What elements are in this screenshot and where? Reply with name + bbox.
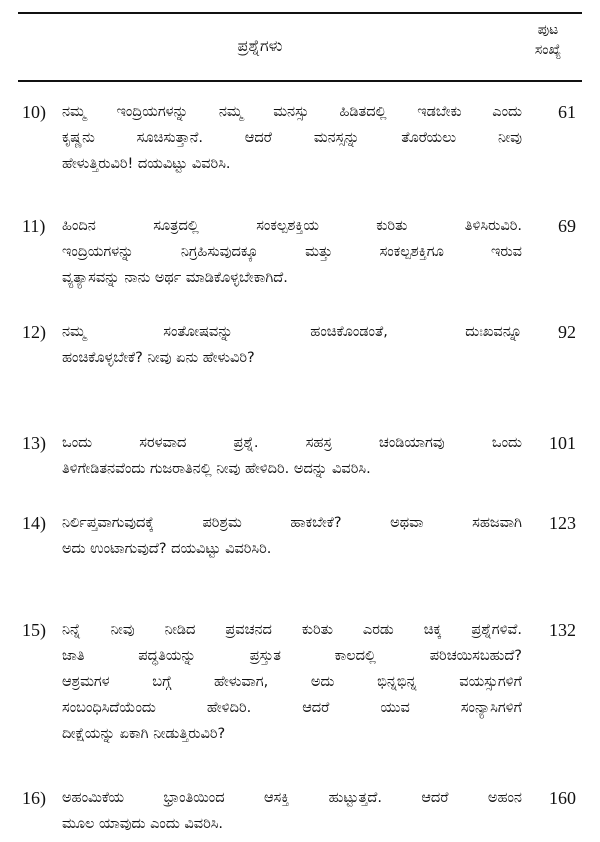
question-text-line: ಹೇಳುತ್ತಿರುವಿರಿ! ದಯವಿಟ್ಟು ವಿವರಿಸಿ. (62, 156, 231, 172)
question-text-line: ಹಂಚಿಕೊಳ್ಳಬೇಕೆ? ನೀವು ಏನು ಹೇಳುವಿರಿ? (62, 350, 255, 366)
question-text-line: ಮೂಲ ಯಾವುದು ಎಂದು ವಿವರಿಸಿ. (62, 816, 224, 832)
question-text-line: ಜಾತಿ ಪದ್ಧತಿಯನ್ನು ಪ್ರಸ್ತುತ ಕಾಲದಲ್ಲಿ ಪರಿಚಯಿಸಬಹುದೆ? (62, 648, 522, 664)
question-text (62, 319, 522, 371)
questions-column-header: ಪ್ರಶ್ನೆಗಳು (237, 36, 283, 55)
question-text-line: ನಿನ್ನೆ ನೀವು ನೀಡಿದ ಪ್ರವಚನದ ಕುರಿತು ಎರಡು ಚಿಕ್ಕ ಪ್ರಶ್ನೆಗಳಿವೆ. (62, 622, 522, 638)
page-header-line2: ಸಂಖ್ಯೆ (534, 42, 562, 58)
question-text (62, 99, 522, 177)
question-text-line: ಒಂದು ಸರಳವಾದ ಪ್ರಶ್ನೆ. ಸಹಸ್ರ ಚಂಡಿಯಾಗವು ಒಂದು (62, 435, 522, 451)
question-text (62, 785, 522, 837)
question-text-line: ಆಶ್ರಮಗಳ ಬಗ್ಗೆ ಹೇಳುವಾಗ, ಅದು ಭಿನ್ನಭಿನ್ನ ವಯಸ್ಸುಗಳಿಗೆ (62, 674, 522, 690)
question-text-line: ಅಹಂಮಿಕೆಯ ಭ್ರಾಂತಿಯಿಂದ ಆಸಕ್ತಿ ಹುಟ್ಟುತ್ತದೆ. ಆದರೆ ಅಹಂನ (62, 790, 522, 806)
question-text-line: ಅದು ಉಂಟಾಗುವುದೆ? ದಯವಿಟ್ಟು ವಿವರಿಸಿರಿ. (62, 541, 272, 557)
top-rule (18, 12, 582, 14)
page-number: 123 (549, 513, 576, 533)
page-number: 160 (549, 788, 576, 808)
question-number: 15) (22, 620, 46, 640)
question-text-line: ಸಂಬಂಧಿಸಿದೆಯೆಂದು ಹೇಳಿದಿರಿ. ಆದರೆ ಯುವ ಸಂನ್ಯಾಸಿಗಳಿಗೆ (62, 700, 522, 716)
question-text-line: ತಿಳಿಗೇಡಿತನವೆಂದು ಗುಜರಾತಿನಲ್ಲಿ ನೀವು ಹೇಳಿದಿರಿ. ಅದನ್ನು ವಿವರಿಸಿ. (62, 461, 371, 477)
question-text-line: ನಿರ್ಲಿಪ್ತವಾಗುವುದಕ್ಕೆ ಪರಿಶ್ರಮ ಹಾಕಬೇಕೆ? ಅಥವಾ ಸಹಜವಾಗಿ (62, 515, 522, 531)
question-number: 12) (22, 322, 46, 342)
question-number: 14) (22, 513, 46, 533)
question-text-line: ವ್ಯತ್ಯಾಸವನ್ನು ನಾನು ಅರ್ಥ ಮಾಡಿಕೊಳ್ಳಬೇಕಾಗಿದೆ. (62, 270, 288, 286)
question-text (62, 510, 522, 562)
page-number: 61 (558, 102, 576, 122)
question-text-line: ದೀಕ್ಷೆಯನ್ನು ಏಕಾಗಿ ನೀಡುತ್ತಿರುವಿರಿ? (62, 726, 226, 742)
page-header-line1: ಪುಟ (537, 22, 559, 38)
question-text-line: ಇಂದ್ರಿಯಗಳನ್ನು ನಿಗ್ರಹಿಸುವುದಕ್ಕೂ ಮತ್ತು ಸಂಕಲ್ಪಶಕ್ತಿಗೂ ಇರುವ (62, 244, 522, 260)
question-number: 11) (22, 216, 46, 236)
question-text-line: ನಮ್ಮ ಇಂದ್ರಿಯಗಳನ್ನು ನಮ್ಮ ಮನಸ್ಸು ಹಿಡಿತದಲ್ಲಿ ಇಡಬೇಕು ಎಂದು (62, 104, 522, 120)
question-text (62, 430, 522, 482)
header-rule (18, 80, 582, 82)
question-text (62, 617, 522, 747)
question-text-line: ಹಿಂದಿನ ಸೂತ್ರದಲ್ಲಿ ಸಂಕಲ್ಪಶಕ್ತಿಯ ಕುರಿತು ತಿಳಿಸಿರುವಿರಿ. (62, 218, 522, 234)
question-number: 13) (22, 433, 46, 453)
page-number-column-header (518, 20, 578, 60)
question-number: 16) (22, 788, 46, 808)
page-number: 69 (558, 216, 576, 236)
page-number: 101 (549, 433, 576, 453)
question-number: 10) (22, 102, 46, 122)
question-text-line: ನಮ್ಮ ಸಂತೋಷವನ್ನು ಹಂಚಿಕೊಂಡಂತೆ, ದುಃಖವನ್ನೂ (62, 324, 522, 340)
page-number: 132 (549, 620, 576, 640)
question-text-line: ಕೃಷ್ಣನು ಸೂಚಿಸುತ್ತಾನೆ. ಆದರೆ ಮನಸ್ಸನ್ನು ತೊರೆಯಲು ನೀವು (62, 130, 522, 146)
page-number: 92 (558, 322, 576, 342)
question-text (62, 213, 522, 291)
